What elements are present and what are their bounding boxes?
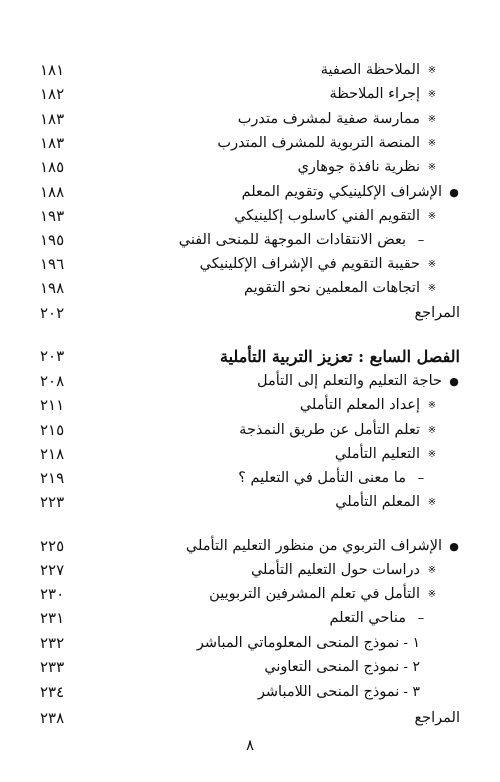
toc-entry-text: المراجع: [414, 710, 460, 726]
toc-row: [40, 418, 460, 442]
toc-entry-text: التعليم التأملي: [334, 446, 420, 462]
reference-mark-icon: ※: [427, 113, 437, 125]
list-marker: ١ -: [403, 635, 420, 651]
toc-entry-text: نموذج المنحى التعاوني: [264, 659, 400, 675]
toc-entry-text: الملاحظة الصفية: [320, 62, 420, 78]
toc-entry: [298, 159, 460, 175]
toc-entry: [238, 470, 460, 486]
toc-row: [40, 466, 460, 490]
toc-page-number: ٢١٩: [40, 469, 65, 487]
toc-row: [40, 155, 460, 179]
toc-page-number: ١٨٣: [40, 134, 65, 152]
toc-row: [40, 655, 460, 679]
bullet-icon: ●: [449, 539, 459, 553]
toc-entry: [251, 562, 460, 578]
toc-entry: [217, 135, 460, 151]
toc-entry: [209, 586, 460, 602]
toc-page-number: ٢٠٢: [40, 304, 65, 322]
toc-entry-text: إجراء الملاحظة: [329, 86, 420, 102]
toc-page-number: ١٨١: [40, 61, 65, 79]
toc-page-number: ١٩٦: [40, 255, 65, 273]
toc-entry: [242, 184, 460, 200]
toc-row: [40, 442, 460, 466]
toc-entry-text: حقيبة التقويم في الإشراف الإكلينيكي: [199, 256, 420, 272]
toc-page-number: ١٨٣: [40, 110, 65, 128]
toc-page-number: ٢٣١: [40, 609, 65, 627]
toc-page-number: ٢٢٥: [40, 537, 65, 555]
reference-mark-icon: ※: [427, 258, 437, 270]
toc-row: [40, 58, 460, 82]
toc-entry-text: المراجع: [414, 305, 460, 321]
list-marker: ٣ -: [403, 684, 420, 700]
toc-entry-text: اتجاهات المعلمين نحو التقويم: [243, 280, 420, 296]
toc-page-number: ١٩٣: [40, 207, 65, 225]
reference-mark-icon: ※: [427, 448, 437, 460]
reference-mark-icon: ※: [427, 424, 437, 436]
toc-entry-text: الإشراف التربوي من منظور التعليم التأملي: [185, 538, 442, 554]
toc-row: [40, 490, 460, 514]
toc-entry: [244, 280, 460, 296]
toc-row: [40, 301, 460, 325]
toc-row: [40, 107, 460, 131]
toc-page-number: ٢٣٨: [40, 709, 65, 727]
reference-mark-icon: ※: [427, 282, 437, 294]
list-marker: –: [417, 470, 425, 486]
toc-page-number: ١٩٥: [40, 231, 65, 249]
toc-entry: [179, 232, 460, 248]
toc-entry: [238, 111, 460, 127]
toc-entry-text: نموذج المنحى المعلوماتي المباشر: [196, 635, 400, 651]
toc-entry-text: بعض الانتقادات الموجهة للمنحى الفني: [178, 232, 406, 248]
toc-entry-text: نموذج المنحى اللامباشر: [257, 684, 400, 700]
toc-entry: [330, 610, 461, 626]
toc-row: [40, 204, 460, 228]
toc-row: [40, 393, 460, 417]
toc-entry-text: تعلم التأمل عن طريق النمذجة: [239, 422, 420, 438]
toc-row: [40, 82, 460, 106]
reference-mark-icon: ※: [427, 564, 437, 576]
toc-entry-text: دراسات حول التعليم التأملي: [250, 562, 420, 578]
toc-entry-text: نظرية نافذة جوهاري: [297, 159, 420, 175]
toc-page-number: ٢٣٢: [40, 634, 65, 652]
toc-entry: [200, 256, 460, 272]
toc-entry: [257, 373, 460, 389]
reference-mark-icon: ※: [427, 399, 437, 411]
toc-row: [40, 369, 460, 393]
toc-entry: [414, 305, 460, 321]
toc-page-number: ١٨٥: [40, 158, 65, 176]
toc-entry-text: الإشراف الإكلينيكي وتقويم المعلم: [241, 184, 442, 200]
toc-entry: [335, 494, 460, 510]
bullet-icon: ●: [449, 185, 459, 199]
toc-entry: [239, 422, 460, 438]
toc-entry-text: التأمل في تعلم المشرفين التربويين: [209, 586, 420, 602]
toc-row: [40, 558, 460, 582]
toc-row: [40, 706, 460, 730]
toc-entry: [220, 347, 460, 366]
toc-entry-text: التقويم الفني كاسلوب إكلينيكي: [234, 208, 420, 224]
bullet-icon: ●: [449, 374, 459, 388]
toc-page-number: ٢٣٠: [40, 585, 65, 603]
reference-mark-icon: ※: [427, 496, 437, 508]
toc-row: [40, 276, 460, 300]
toc-row: [40, 631, 460, 655]
toc-entry: [300, 397, 460, 413]
reference-mark-icon: ※: [427, 161, 437, 173]
toc-row: [40, 582, 460, 606]
list-marker: –: [417, 610, 425, 626]
toc-page-number: ٢١٨: [40, 445, 65, 463]
toc-entry: [414, 710, 460, 726]
toc-entry-text: المنصة التربوية للمشرف المتدرب: [217, 135, 420, 151]
toc-entry: [321, 62, 460, 78]
toc-row: [40, 534, 460, 558]
toc-row: [40, 606, 460, 630]
toc-entry-text: ممارسة صفية لمشرف متدرب: [237, 111, 420, 127]
toc-entry-text: حاجة التعليم والتعلم إلى التأمل: [257, 373, 442, 389]
toc-page-number: ٢١١: [40, 396, 65, 414]
page-number: ٨: [245, 736, 255, 754]
reference-mark-icon: ※: [427, 137, 437, 149]
reference-mark-icon: ※: [427, 88, 437, 100]
toc-page-number: ٢٢٣: [40, 493, 65, 511]
toc-entry-text: مناحي التعلم: [329, 610, 406, 626]
toc-page-number: ٢١٥: [40, 421, 65, 439]
toc-page-number: ٢٠٣: [40, 347, 65, 365]
list-marker: –: [417, 232, 425, 248]
toc-page-number: ١٩٨: [40, 279, 65, 297]
toc-page-number: ٢٢٧: [40, 561, 65, 579]
toc-entry: [329, 86, 460, 102]
reference-mark-icon: ※: [427, 210, 437, 222]
toc-page-number: ٢٣٤: [40, 683, 65, 701]
toc-row: [40, 344, 460, 368]
toc-entry: [258, 684, 460, 700]
toc-row: [40, 131, 460, 155]
toc-page-number: ٢٣٣: [40, 658, 65, 676]
reference-mark-icon: ※: [427, 64, 437, 76]
toc-entry-text: ما معنى التأمل في التعليم ؟: [238, 470, 406, 486]
toc-page-number: ١٨٨: [40, 183, 65, 201]
toc-row: [40, 228, 460, 252]
reference-mark-icon: ※: [427, 588, 437, 600]
toc-page-number: ٢٠٨: [40, 372, 65, 390]
toc-entry: [335, 446, 460, 462]
toc-row: [40, 252, 460, 276]
chapter-title: الفصل السابع : تعزيز التربية التأملية: [219, 346, 460, 366]
list-marker: ٢ -: [403, 659, 420, 675]
toc-row: [40, 180, 460, 204]
toc-page-number: ١٨٢: [40, 85, 65, 103]
toc-row: [40, 680, 460, 704]
toc-entry-text: إعداد المعلم التأملي: [299, 397, 420, 413]
toc-entry-text: المعلم التأملي: [335, 494, 420, 510]
toc-entry: [186, 538, 460, 554]
toc-entry: [234, 208, 460, 224]
toc-entry: [264, 659, 460, 675]
toc-entry: [197, 635, 460, 651]
